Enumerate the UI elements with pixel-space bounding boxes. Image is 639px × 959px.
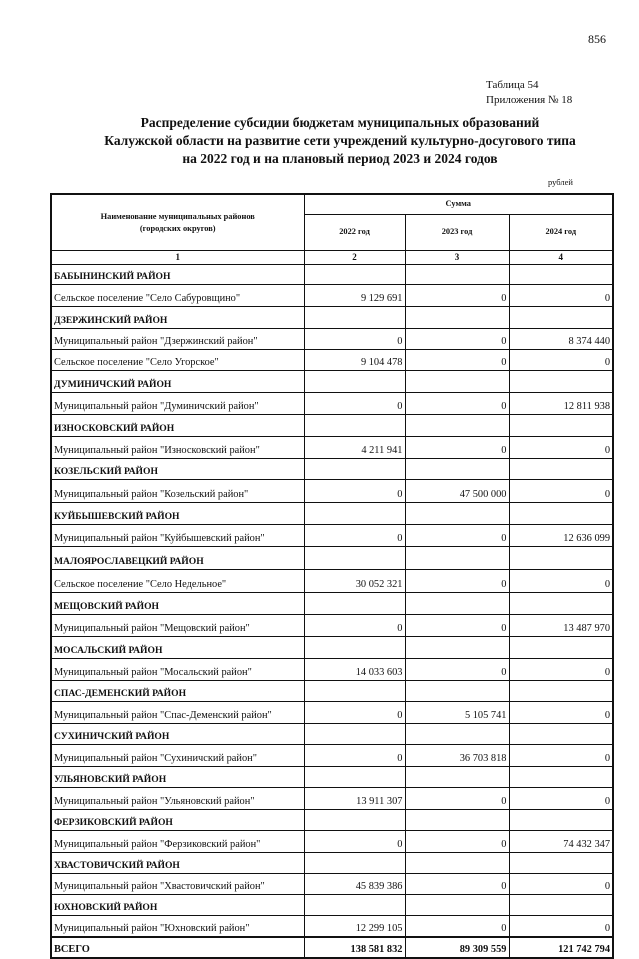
table-row (51, 350, 613, 371)
total-2024: 121 742 794 (509, 937, 613, 958)
table-row (51, 916, 613, 938)
table-label-number: Таблица 54 (486, 79, 539, 91)
value-2022: 0 (304, 525, 405, 547)
value-2022: 45 839 386 (304, 874, 405, 895)
value-2023: 0 (405, 350, 509, 371)
region-name: МОСАЛЬСКИЙ РАЙОН (51, 637, 304, 659)
table-row (51, 702, 613, 724)
title-line-2: Калужской области на развитие сети учреждений культурно-досугового типа (104, 133, 576, 148)
region-row (51, 593, 613, 615)
table-row (51, 480, 613, 503)
value-2023: 0 (405, 525, 509, 547)
value-2024: 0 (509, 745, 613, 767)
table-row (51, 615, 613, 637)
units-label: рублей (548, 177, 573, 187)
empty-cell (304, 724, 405, 745)
region-row (51, 810, 613, 831)
column-header-sum: Сумма (304, 194, 613, 215)
region-name: ХВАСТОВИЧСКИЙ РАЙОН (51, 853, 304, 874)
table-row (51, 745, 613, 767)
region-name: КОЗЕЛЬСКИЙ РАЙОН (51, 459, 304, 480)
empty-cell (304, 681, 405, 702)
total-2023: 89 309 559 (405, 937, 509, 958)
column-header-2024: 2024 год (509, 215, 613, 251)
table-row (51, 570, 613, 593)
table-row (51, 437, 613, 459)
empty-cell (509, 810, 613, 831)
table-body (51, 265, 613, 938)
empty-cell (509, 767, 613, 788)
column-header-name-line2: (городских округов) (139, 223, 216, 233)
value-2023: 0 (405, 659, 509, 681)
value-2024: 0 (509, 659, 613, 681)
region-row (51, 265, 613, 285)
municipality-name: Муниципальный район "Хвастовичский район" (51, 874, 304, 895)
value-2024: 74 432 347 (509, 831, 613, 853)
table-label (486, 78, 572, 108)
empty-cell (509, 895, 613, 916)
empty-cell (405, 593, 509, 615)
region-row (51, 767, 613, 788)
table-row (51, 788, 613, 810)
value-2024: 12 636 099 (509, 525, 613, 547)
region-name: ДЗЕРЖИНСКИЙ РАЙОН (51, 307, 304, 329)
value-2023: 0 (405, 874, 509, 895)
empty-cell (405, 307, 509, 329)
column-number-3: 3 (405, 251, 509, 265)
document-title (40, 114, 639, 168)
region-row (51, 371, 613, 393)
column-header-name (51, 194, 304, 251)
municipality-name: Муниципальный район "Ферзиковский район" (51, 831, 304, 853)
empty-cell (304, 767, 405, 788)
value-2022: 0 (304, 480, 405, 503)
region-name: МАЛОЯРОСЛАВЕЦКИЙ РАЙОН (51, 547, 304, 570)
empty-cell (304, 853, 405, 874)
region-name: СУХИНИЧСКИЙ РАЙОН (51, 724, 304, 745)
empty-cell (405, 853, 509, 874)
table-row (51, 831, 613, 853)
column-header-2022: 2022 год (304, 215, 405, 251)
empty-cell (304, 459, 405, 480)
value-2023: 0 (405, 570, 509, 593)
value-2022: 0 (304, 615, 405, 637)
value-2024: 0 (509, 437, 613, 459)
value-2023: 5 105 741 (405, 702, 509, 724)
value-2024: 0 (509, 480, 613, 503)
municipality-name: Муниципальный район "Сухиничский район" (51, 745, 304, 767)
value-2024: 8 374 440 (509, 329, 613, 350)
table-row (51, 874, 613, 895)
title-line-1: Распределение субсидии бюджетам муниципальных образований (140, 115, 540, 130)
value-2023: 36 703 818 (405, 745, 509, 767)
table-row (51, 285, 613, 307)
table-row (51, 329, 613, 350)
municipality-name: Муниципальный район "Дзержинский район" (51, 329, 304, 350)
municipality-name: Сельское поселение "Село Сабуровщино" (51, 285, 304, 307)
total-2022: 138 581 832 (304, 937, 405, 958)
value-2022: 0 (304, 702, 405, 724)
empty-cell (405, 681, 509, 702)
region-row (51, 853, 613, 874)
empty-cell (304, 547, 405, 570)
empty-cell (405, 459, 509, 480)
empty-cell (405, 371, 509, 393)
empty-cell (509, 307, 613, 329)
empty-cell (405, 810, 509, 831)
empty-cell (405, 724, 509, 745)
municipality-name: Муниципальный район "Мосальский район" (51, 659, 304, 681)
value-2022: 0 (304, 745, 405, 767)
region-row (51, 307, 613, 329)
empty-cell (304, 415, 405, 437)
empty-cell (304, 265, 405, 285)
region-row (51, 724, 613, 745)
value-2023: 47 500 000 (405, 480, 509, 503)
table-row (51, 659, 613, 681)
empty-cell (304, 637, 405, 659)
empty-cell (509, 503, 613, 525)
value-2024: 0 (509, 916, 613, 938)
table-row (51, 393, 613, 415)
empty-cell (509, 681, 613, 702)
region-name: МЕЩОВСКИЙ РАЙОН (51, 593, 304, 615)
region-name: ФЕРЗИКОВСКИЙ РАЙОН (51, 810, 304, 831)
empty-cell (304, 307, 405, 329)
value-2023: 0 (405, 437, 509, 459)
value-2022: 30 052 321 (304, 570, 405, 593)
value-2022: 14 033 603 (304, 659, 405, 681)
empty-cell (509, 265, 613, 285)
value-2024: 0 (509, 788, 613, 810)
value-2024: 0 (509, 702, 613, 724)
column-number-4: 4 (509, 251, 613, 265)
region-row (51, 547, 613, 570)
column-number-2: 2 (304, 251, 405, 265)
empty-cell (405, 895, 509, 916)
value-2024: 0 (509, 285, 613, 307)
region-row (51, 415, 613, 437)
table-row (51, 525, 613, 547)
empty-cell (509, 547, 613, 570)
value-2023: 0 (405, 916, 509, 938)
region-row (51, 503, 613, 525)
region-row (51, 637, 613, 659)
municipality-name: Муниципальный район "Мещовский район" (51, 615, 304, 637)
value-2022: 9 129 691 (304, 285, 405, 307)
municipality-name: Муниципальный район "Износковский район" (51, 437, 304, 459)
column-header-name-line1: Наименование муниципальных районов (100, 211, 255, 221)
value-2024: 13 487 970 (509, 615, 613, 637)
municipality-name: Сельское поселение "Село Угорское" (51, 350, 304, 371)
empty-cell (405, 547, 509, 570)
value-2023: 0 (405, 615, 509, 637)
region-name: ИЗНОСКОВСКИЙ РАЙОН (51, 415, 304, 437)
value-2023: 0 (405, 329, 509, 350)
empty-cell (509, 593, 613, 615)
region-name: ДУМИНИЧСКИЙ РАЙОН (51, 371, 304, 393)
empty-cell (509, 853, 613, 874)
value-2023: 0 (405, 788, 509, 810)
value-2024: 0 (509, 874, 613, 895)
column-number-1: 1 (51, 251, 304, 265)
empty-cell (509, 415, 613, 437)
value-2022: 0 (304, 831, 405, 853)
municipality-name: Муниципальный район "Юхновский район" (51, 916, 304, 938)
municipality-name: Муниципальный район "Козельский район" (51, 480, 304, 503)
column-header-2023: 2023 год (405, 215, 509, 251)
value-2024: 0 (509, 570, 613, 593)
value-2022: 4 211 941 (304, 437, 405, 459)
value-2022: 9 104 478 (304, 350, 405, 371)
total-row (51, 937, 613, 958)
region-name: УЛЬЯНОВСКИЙ РАЙОН (51, 767, 304, 788)
value-2023: 0 (405, 831, 509, 853)
municipality-name: Муниципальный район "Спас-Деменский район" (51, 702, 304, 724)
value-2023: 0 (405, 393, 509, 415)
table-label-appendix: Приложения № 18 (486, 94, 573, 106)
empty-cell (405, 767, 509, 788)
municipality-name: Муниципальный район "Ульяновский район" (51, 788, 304, 810)
value-2022: 12 299 105 (304, 916, 405, 938)
title-line-3: на 2022 год и на плановый период 2023 и 2024 годов (182, 151, 498, 166)
value-2024: 12 811 938 (509, 393, 613, 415)
region-row (51, 459, 613, 480)
value-2022: 13 911 307 (304, 788, 405, 810)
empty-cell (405, 503, 509, 525)
value-2022: 0 (304, 329, 405, 350)
municipality-name: Муниципальный район "Куйбышевский район" (51, 525, 304, 547)
total-label: ВСЕГО (51, 937, 304, 958)
empty-cell (304, 371, 405, 393)
subsidy-table (50, 193, 614, 959)
empty-cell (509, 637, 613, 659)
page-number: 856 (588, 32, 606, 46)
region-row (51, 681, 613, 702)
region-name: ЮХНОВСКИЙ РАЙОН (51, 895, 304, 916)
empty-cell (509, 371, 613, 393)
region-row (51, 895, 613, 916)
empty-cell (304, 810, 405, 831)
value-2024: 0 (509, 350, 613, 371)
empty-cell (304, 593, 405, 615)
municipality-name: Сельское поселение "Село Недельное" (51, 570, 304, 593)
empty-cell (405, 415, 509, 437)
region-name: СПАС-ДЕМЕНСКИЙ РАЙОН (51, 681, 304, 702)
region-name: БАБЫНИНСКИЙ РАЙОН (51, 265, 304, 285)
value-2022: 0 (304, 393, 405, 415)
region-name: КУЙБЫШЕВСКИЙ РАЙОН (51, 503, 304, 525)
empty-cell (304, 895, 405, 916)
empty-cell (509, 459, 613, 480)
value-2023: 0 (405, 285, 509, 307)
empty-cell (509, 724, 613, 745)
empty-cell (405, 637, 509, 659)
empty-cell (304, 503, 405, 525)
municipality-name: Муниципальный район "Думиничский район" (51, 393, 304, 415)
empty-cell (405, 265, 509, 285)
